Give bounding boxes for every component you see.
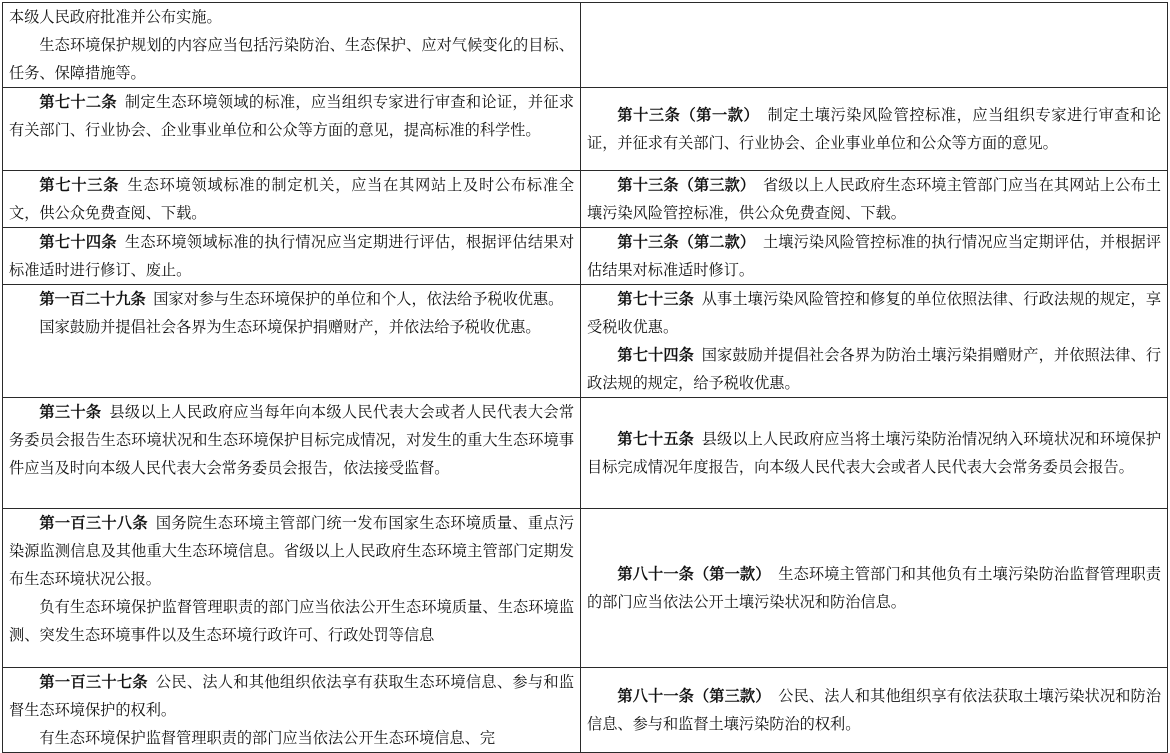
paragraph-text: 生态环境领域标准的执行情况应当定期进行评估，根据评估结果对标准适时进行修订、废止。 <box>9 233 575 279</box>
comparison-table <box>2 2 1168 753</box>
article-number: 第三十条 <box>39 403 102 421</box>
paragraph <box>587 101 1161 157</box>
paragraph-text: 国家鼓励并提倡社会各界为生态环境保护捐赠财产，并依法给予税收优惠。 <box>39 318 541 336</box>
right-cell <box>581 668 1168 753</box>
right-cell <box>581 228 1168 285</box>
right-cell <box>581 398 1168 509</box>
paragraph-text: 土壤污染风险管控标准的执行情况应当定期评估，并根据评估结果对标准适时修订。 <box>587 233 1162 279</box>
paragraph <box>587 171 1161 227</box>
paragraph <box>9 88 574 144</box>
left-cell <box>3 88 581 171</box>
left-cell <box>3 171 581 228</box>
paragraph-text: 生态环境领域标准的制定机关，应当在其网站上及时公布标准全文，供公众免费查阅、下载。 <box>9 176 575 222</box>
paragraph-text: 县级以上人民政府应当每年向本级人民代表大会或者人民代表大会常务委员会报告生态环境状况和生态环境保护目标完成情况，对发生的重大生态环境事件应当及时向本级人民代表大会常务委员会报告，依法接受监督。 <box>9 403 575 477</box>
article-number: 第一百二十九条 <box>39 290 146 308</box>
paragraph <box>9 509 574 593</box>
article-number: 第十三条（第二款） <box>617 233 756 251</box>
paragraph <box>587 285 1161 341</box>
article-number: 第一百三十七条 <box>39 673 148 691</box>
left-cell <box>3 228 581 285</box>
paragraph <box>9 313 574 341</box>
paragraph <box>587 425 1161 481</box>
table-row <box>3 171 1168 228</box>
paragraph <box>9 593 574 649</box>
right-cell <box>581 509 1168 668</box>
paragraph-text: 从事土壤污染风险管控和修复的单位依照法律、行政法规的规定，享受税收优惠。 <box>587 290 1162 336</box>
article-number: 第七十四条 <box>617 346 694 364</box>
paragraph-text: 县级以上人民政府应当将土壤污染防治情况纳入环境状况和环境保护目标完成情况年度报告，向本级人民代表大会或者人民代表大会常务委员会报告。 <box>587 430 1162 476</box>
paragraph <box>587 682 1161 738</box>
paragraph-text: 制定土壤污染风险管控标准，应当组织专家进行审查和论证，并征求有关部门、行业协会、企业事业单位和公众等方面的意见。 <box>587 106 1162 152</box>
paragraph <box>9 3 574 31</box>
table-row <box>3 398 1168 509</box>
article-number: 第七十三条 <box>617 290 694 308</box>
left-cell <box>3 285 581 398</box>
article-number: 第七十三条 <box>39 176 120 194</box>
paragraph-text: 本级人民政府批准并公布实施。 <box>9 8 222 26</box>
paragraph-text: 省级以上人民政府生态环境主管部门应当在其网站上公布土壤污染风险管控标准，供公众免费查阅、下载。 <box>587 176 1162 222</box>
article-number: 第十三条（第一款） <box>617 106 760 124</box>
paragraph-text: 负有生态环境保护监督管理职责的部门应当依法公开生态环境质量、生态环境监测、突发生态环境事件以及生态环境行政许可、行政处罚等信息 <box>9 598 574 644</box>
table-row <box>3 285 1168 398</box>
right-cell <box>581 285 1168 398</box>
right-cell <box>581 171 1168 228</box>
paragraph-text: 有生态环境保护监督管理职责的部门应当依法公开生态环境信息、完 <box>39 729 496 747</box>
article-number: 第一百三十八条 <box>39 514 148 532</box>
article-number: 第八十一条（第一款） <box>617 565 771 583</box>
table-row <box>3 668 1168 753</box>
paragraph <box>587 228 1161 284</box>
paragraph-text: 国家对参与生态环境保护的单位和个人，依法给予税收优惠。 <box>153 290 564 308</box>
left-cell <box>3 509 581 668</box>
article-number: 第七十二条 <box>39 93 117 111</box>
paragraph <box>9 228 574 284</box>
table-row <box>3 228 1168 285</box>
article-number: 第八十一条（第三款） <box>617 687 771 705</box>
paragraph <box>587 560 1161 616</box>
article-number: 第七十五条 <box>617 430 694 448</box>
paragraph <box>9 668 574 724</box>
paragraph-text: 公民、法人和其他组织享有依法获取土壤污染状况和防治信息、参与和监督土壤污染防治的权利。 <box>587 687 1162 733</box>
left-cell <box>3 3 581 88</box>
left-cell <box>3 398 581 509</box>
paragraph <box>9 285 574 313</box>
table-row <box>3 88 1168 171</box>
paragraph <box>587 341 1161 397</box>
comparison-table-body <box>3 3 1168 753</box>
paragraph <box>9 398 574 482</box>
table-row <box>3 509 1168 668</box>
table-row <box>3 3 1168 88</box>
paragraph-text: 国务院生态环境主管部门统一发布国家生态环境质量、重点污染源监测信息及其他重大生态环境信息。省级以上人民政府生态环境主管部门定期发布生态环境状况公报。 <box>9 514 575 588</box>
paragraph <box>9 171 574 227</box>
right-cell <box>581 88 1168 171</box>
paragraph <box>9 31 574 87</box>
article-number: 第七十四条 <box>39 233 117 251</box>
paragraph-text: 生态环境主管部门和其他负有土壤污染防治监督管理职责的部门应当依法公开土壤污染状况和防治信息。 <box>587 565 1162 611</box>
paragraph <box>9 724 574 752</box>
left-cell <box>3 668 581 753</box>
paragraph-text: 公民、法人和其他组织依法享有获取生态环境信息、参与和监督生态环境保护的权利。 <box>9 673 575 719</box>
paragraph-text: 生态环境保护规划的内容应当包括污染防治、生态保护、应对气候变化的目标、任务、保障措施等。 <box>9 36 574 82</box>
right-cell <box>581 3 1168 88</box>
paragraph-text: 制定生态环境领域的标准，应当组织专家进行审查和论证，并征求有关部门、行业协会、企业事业单位和公众等方面的意见，提高标准的科学性。 <box>9 93 575 139</box>
paragraph-text: 国家鼓励并提倡社会各界为防治土壤污染捐赠财产，并依照法律、行政法规的规定，给予税收优惠。 <box>587 346 1162 392</box>
article-number: 第十三条（第三款） <box>617 176 756 194</box>
